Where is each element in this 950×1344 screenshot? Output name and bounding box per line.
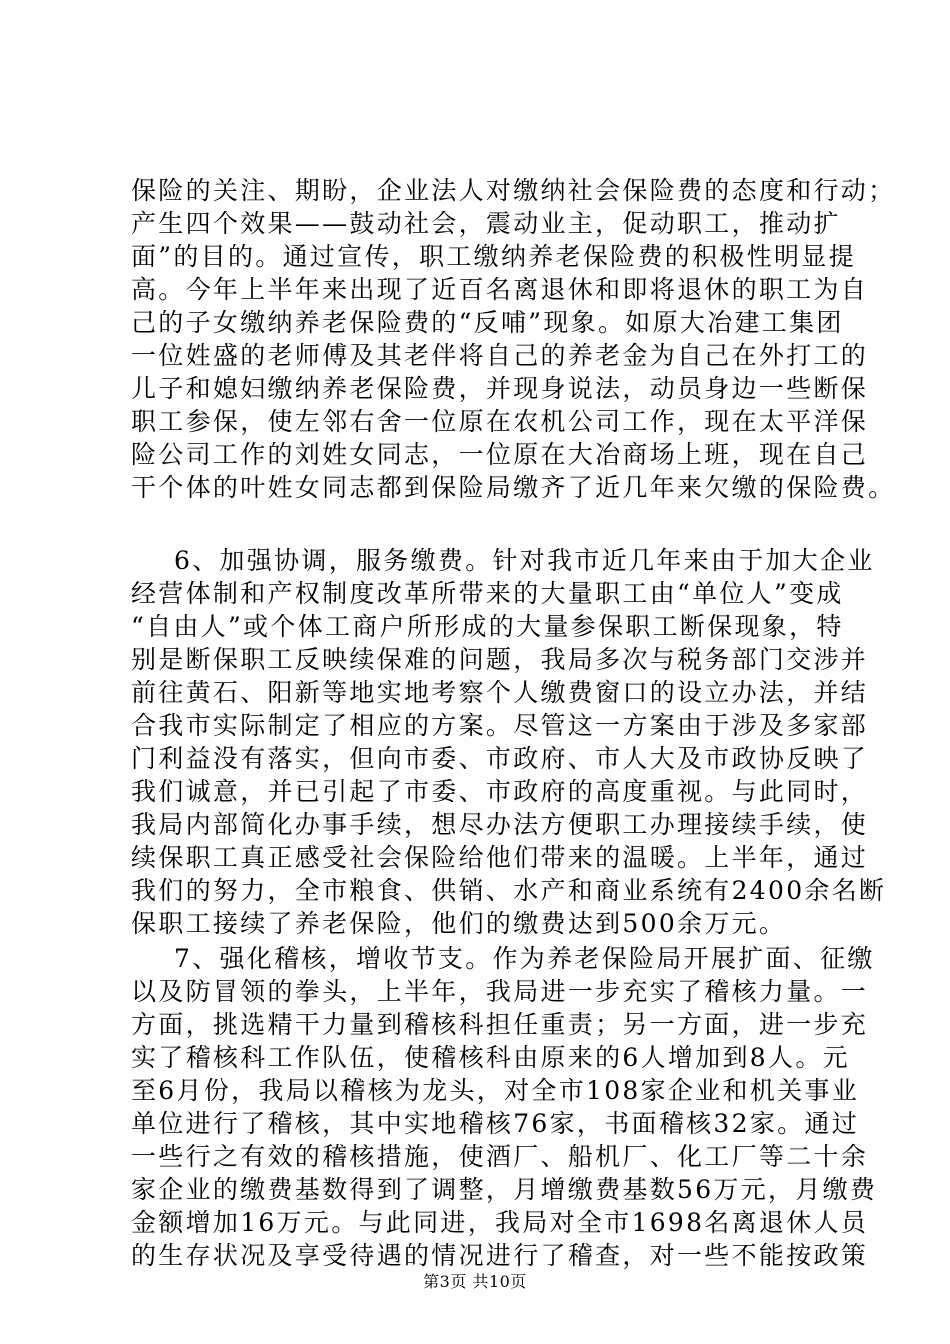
paragraph-first-line: 7、强化稽核，增收节支。作为养老保险局开展扩面、征缴	[174, 944, 875, 973]
paragraph-line: 以及防冒领的拳头，上半年，我局进一步充实了稽核力量。一	[131, 977, 869, 1006]
paragraph-line: 儿子和媳妇缴纳养老保险费，并现身说法，动员身边一些断保	[131, 374, 869, 403]
paragraph-line: 一些行之有效的稽核措施，使酒厂、船机厂、化工厂等二十余	[131, 1142, 869, 1171]
paragraph-line: 我局内部简化办事手续，想尽办法方便职工办理接续手续，使	[131, 810, 869, 839]
paragraph-line: 干个体的叶姓女同志都到保险局缴齐了近几年来欠缴的保险费。	[131, 473, 896, 502]
paragraph-line: 至6月份，我局以稽核为龙头，对全市108家企业和机关事业	[131, 1076, 860, 1105]
paragraph-line: 方面，挑选精干力量到稽核科担任重责；另一方面，进一步充	[131, 1010, 869, 1039]
paragraph-line: 金额增加16万元。与此同进，我局对全市1698名离退休人员	[131, 1208, 869, 1237]
paragraph-first-line: 6、加强协调，服务缴费。针对我市近几年来由于加大企业	[174, 546, 875, 575]
paragraph-line: 己的子女缴纳养老保险费的“反哺”现象。如原大冶建工集团	[131, 308, 844, 337]
paragraph-line: “自由人”或个体工商户所形成的大量参保职工断保现象，特	[131, 612, 844, 641]
paragraph-line: 门利益没有落实，但向市委、市政府、市人大及市政协反映了	[131, 744, 869, 773]
paragraph-line: 我们的努力，全市粮食、供销、水产和商业系统有2400余名断	[131, 876, 887, 905]
paragraph-line: 家企业的缴费基数得到了调整，月增缴费基数56万元，月缴费	[131, 1175, 878, 1204]
paragraph-line: 一位姓盛的老师傅及其老伴将自己的养老金为自己在外打工的	[131, 341, 869, 370]
paragraph-line: 产生四个效果——鼓动社会，震动业主，促动职工，推动扩	[131, 209, 841, 238]
paragraph-line: 保职工接续了养老保险，他们的缴费达到500余万元。	[131, 909, 787, 938]
paragraph-line: 实了稽核科工作队伍，使稽核科由原来的6人增加到8人。元	[131, 1043, 850, 1072]
paragraph-line: 面”的目的。通过宣传，职工缴纳养老保险费的积极性明显提	[131, 242, 856, 271]
paragraph-line: 前往黄石、阳新等地实地考察个人缴费窗口的设立办法，并结	[131, 678, 869, 707]
paragraph-line: 职工参保，使左邻右舍一位原在农机公司工作，现在太平洋保	[131, 407, 869, 436]
paragraph-line: 保险的关注、期盼，企业法人对缴纳社会保险费的态度和行动；	[131, 176, 896, 205]
paragraph-line: 合我市实际制定了相应的方案。尽管这一方案由于涉及多家部	[131, 711, 869, 740]
paragraph-line: 的生存状况及享受待遇的情况进行了稽查，对一些不能按政策	[131, 1241, 869, 1270]
paragraph-line: 别是断保职工反映续保难的问题，我局多次与税务部门交涉并	[131, 645, 869, 674]
paragraph-line: 高。今年上半年来出现了近百名离退休和即将退休的职工为自	[131, 275, 869, 304]
paragraph-line: 我们诚意，并已引起了市委、市政府的高度重视。与此同时，	[131, 777, 869, 806]
paragraph-line: 单位进行了稽核，其中实地稽核76家，书面稽核32家。通过	[131, 1109, 860, 1138]
paragraph-line: 续保职工真正感受社会保险给他们带来的温暖。上半年，通过	[131, 843, 869, 872]
paragraph-line: 经营体制和产权制度改革所带来的大量职工由“单位人”变成	[131, 579, 844, 608]
page-number-footer: 第3页 共10页	[423, 1272, 527, 1291]
paragraph-line: 险公司工作的刘姓女同志，一位原在大冶商场上班，现在自己	[131, 440, 869, 469]
